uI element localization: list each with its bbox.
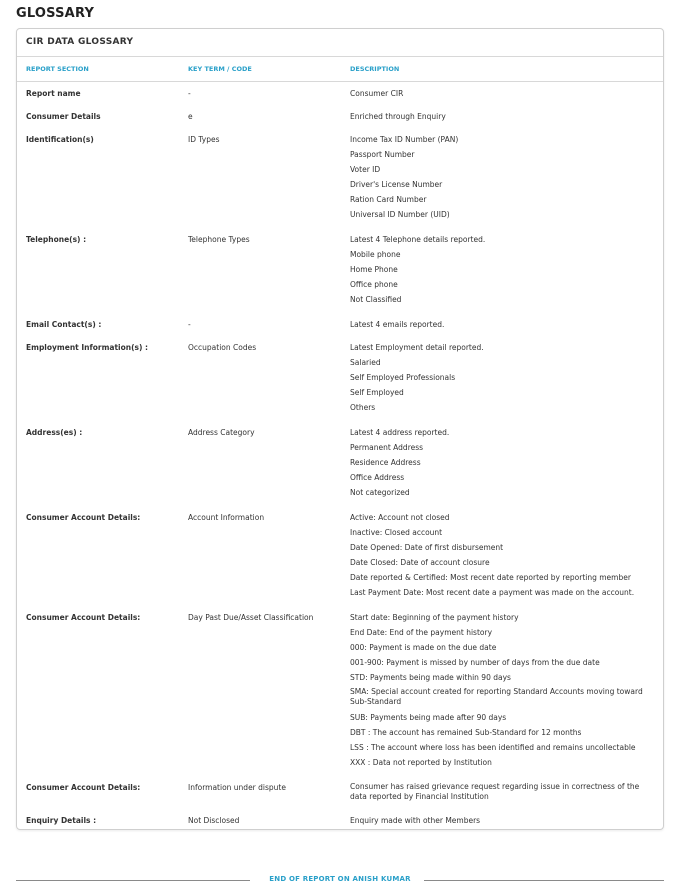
glossary-title: CIR DATA GLOSSARY	[17, 29, 663, 57]
key-term-cell: Occupation Codes	[188, 343, 257, 352]
description-line: Not categorized	[350, 488, 410, 497]
report-section-cell: Consumer Account Details:	[26, 783, 141, 792]
column-header-report-section: REPORT SECTION	[26, 65, 89, 73]
description-line: Voter ID	[350, 165, 381, 174]
description-line: Consumer CIR	[350, 89, 404, 98]
description-cell	[350, 510, 656, 600]
key-term-cell: Day Past Due/Asset Classification	[188, 613, 314, 622]
description-line: Others	[350, 403, 376, 412]
description-cell	[350, 232, 656, 307]
description-cell	[350, 813, 656, 828]
report-section-cell: Identification(s)	[26, 135, 94, 144]
description-line: STD: Payments being made within 90 days	[350, 673, 511, 682]
key-term-cell: -	[188, 320, 191, 329]
description-cell	[350, 132, 656, 222]
glossary-card	[16, 28, 664, 830]
description-line: Passport Number	[350, 150, 415, 159]
description-line: Home Phone	[350, 265, 398, 274]
description-cell	[350, 86, 656, 101]
description-line: Consumer has raised grievance request regarding issue in correctness of the data reported by Financial Institution	[350, 782, 640, 801]
description-line: LSS : The account where loss has been identified and remains uncollectable	[350, 743, 636, 752]
description-line: Residence Address	[350, 458, 421, 467]
description-line: Latest Employment detail reported.	[350, 343, 484, 352]
key-term-cell: -	[188, 89, 191, 98]
description-line: Date reported & Certified: Most recent date reported by reporting member	[350, 573, 631, 582]
description-line: DBT : The account has remained Sub-Standard for 12 months	[350, 728, 582, 737]
description-line: Mobile phone	[350, 250, 401, 259]
description-line: Latest 4 emails reported.	[350, 320, 445, 329]
description-line: Active: Account not closed	[350, 513, 450, 522]
description-line: 000: Payment is made on the due date	[350, 643, 497, 652]
description-line: Date Closed: Date of account closure	[350, 558, 490, 567]
description-cell	[350, 780, 656, 805]
report-footer	[16, 873, 664, 887]
description-line: Enquiry made with other Members	[350, 816, 481, 825]
report-section-cell: Address(es) :	[26, 428, 83, 437]
report-section-cell: Employment Information(s) :	[26, 343, 149, 352]
description-line: Income Tax ID Number (PAN)	[350, 135, 459, 144]
description-line: Driver's License Number	[350, 180, 443, 189]
description-line: Office Address	[350, 473, 405, 482]
description-line: Universal ID Number (UID)	[350, 210, 450, 219]
description-line: Date Opened: Date of first disbursement	[350, 543, 504, 552]
description-line: Salaried	[350, 358, 381, 367]
end-of-report-text: END OF REPORT ON ANISH KUMAR	[269, 875, 411, 883]
key-term-cell: Account Information	[188, 513, 265, 522]
description-cell	[350, 425, 656, 500]
description-line: Enriched through Enquiry	[350, 112, 446, 121]
description-line: SUB: Payments being made after 90 days	[350, 713, 507, 722]
key-term-cell: Not Disclosed	[188, 816, 240, 825]
description-line: Self Employed Professionals	[350, 373, 456, 382]
table-header	[17, 57, 663, 82]
report-section-cell: Enquiry Details :	[26, 816, 97, 825]
description-line: Permanent Address	[350, 443, 424, 452]
description-line: Ration Card Number	[350, 195, 427, 204]
description-line: Not Classified	[350, 295, 402, 304]
description-line: Latest 4 address reported.	[350, 428, 450, 437]
footer-rule-right	[424, 880, 664, 881]
description-line: End Date: End of the payment history	[350, 628, 493, 637]
description-cell	[350, 340, 656, 415]
report-section-cell: Report name	[26, 89, 81, 98]
report-section-cell: Telephone(s) :	[26, 235, 87, 244]
key-term-cell: Information under dispute	[188, 783, 286, 792]
report-section-cell: Email Contact(s) :	[26, 320, 102, 329]
key-term-cell: ID Types	[188, 135, 220, 144]
page-title: GLOSSARY	[16, 6, 95, 21]
description-line: Self Employed	[350, 388, 404, 397]
description-cell	[350, 610, 656, 770]
description-line: Latest 4 Telephone details reported.	[350, 235, 486, 244]
description-line: Office phone	[350, 280, 398, 289]
key-term-cell: Address Category	[188, 428, 255, 437]
description-line: 001-900: Payment is missed by number of days from the due date	[350, 658, 600, 667]
description-line: XXX : Data not reported by Institution	[350, 758, 492, 767]
key-term-cell: e	[188, 112, 193, 121]
key-term-cell: Telephone Types	[188, 235, 250, 244]
report-section-cell: Consumer Account Details:	[26, 613, 141, 622]
description-cell	[350, 317, 656, 332]
report-section-cell: Consumer Account Details:	[26, 513, 141, 522]
report-section-cell: Consumer Details	[26, 112, 101, 121]
description-line: Inactive: Closed account	[350, 528, 443, 537]
description-line: Last Payment Date: Most recent date a payment was made on the account.	[350, 588, 635, 597]
description-line: Start date: Beginning of the payment history	[350, 613, 519, 622]
description-line: SMA: Special account created for reporting Standard Accounts moving toward Sub-Standard	[350, 687, 643, 706]
description-cell	[350, 109, 656, 124]
column-header-key-term: KEY TERM / CODE	[188, 65, 252, 73]
column-header-description: DESCRIPTION	[350, 65, 400, 73]
